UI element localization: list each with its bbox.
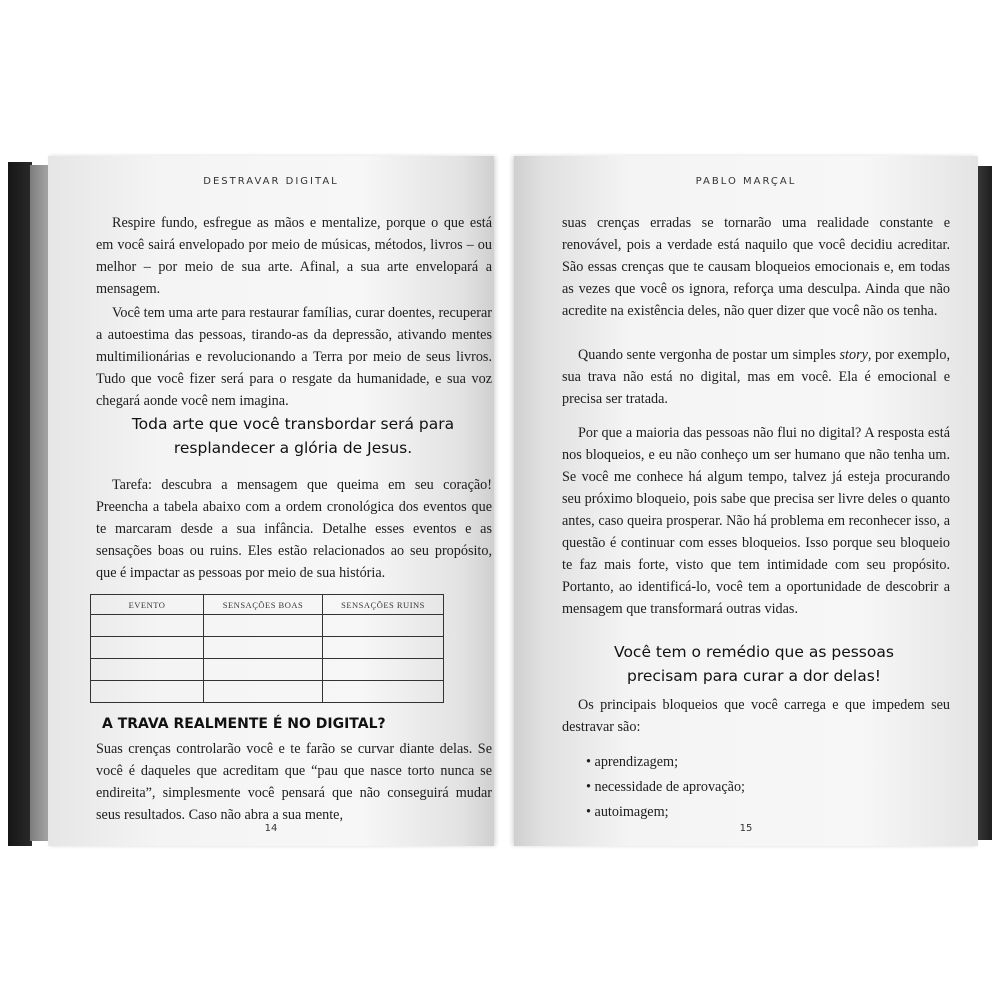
right-paragraph-1: suas crenças erradas se tornarão uma realidade constante e renovável, pois a verdade está naquilo que você decidiu acreditar. São essas crenças que te causam bloqueios emocionais e, em todas as vezes que você os ignora, reforça uma desculpa. Ainda que não acredite na existência deles, não quer dizer que você não os tenha. xyxy=(562,215,950,319)
left-highlight-line-1: Toda arte que você transbordar será para xyxy=(131,415,455,433)
list-item: • autoimagem; xyxy=(586,800,946,825)
table-cell xyxy=(91,637,204,659)
book-page-stack-left xyxy=(30,165,50,841)
table-header-evento: EVENTO xyxy=(91,595,204,615)
book-cover-edge-right xyxy=(976,166,992,840)
left-paragraph-1-block xyxy=(96,212,492,300)
story-paragraph-block xyxy=(562,344,950,410)
table-row xyxy=(91,681,444,703)
table-cell xyxy=(91,659,204,681)
table-cell xyxy=(204,637,323,659)
running-head-right: PABLO MARÇAL xyxy=(695,176,797,187)
right-paragraph-1-block xyxy=(562,212,950,322)
left-subheading: A TRAVA REALMENTE É NO DIGITAL? xyxy=(102,716,386,732)
running-head-left: DESTRAVAR DIGITAL xyxy=(203,176,339,187)
table-cell xyxy=(323,615,444,637)
story-paragraph-after: , por exemplo, sua trava não está no digital, mas em você. Ela é emocional e precisa ser tratada. xyxy=(562,347,950,407)
story-paragraph-before: Quando sente vergonha de postar um simples xyxy=(578,347,840,363)
table-cell xyxy=(91,615,204,637)
left-paragraph-2-block xyxy=(96,302,492,412)
left-highlight-line-2: resplandecer a glória de Jesus. xyxy=(173,439,413,457)
table-cell xyxy=(323,659,444,681)
right-highlight-line-1: Você tem o remédio que as pessoas xyxy=(614,643,894,661)
bullet-list-block xyxy=(586,750,946,825)
table-cell xyxy=(204,659,323,681)
right-highlight-heading xyxy=(544,640,964,688)
table-row xyxy=(91,615,444,637)
left-page xyxy=(48,156,494,846)
closing-paragraph: Suas crenças controlarão você e te farão se curvar diante delas. Se você é daqueles que acreditam que “pau que nasce torto nunca se endireita”, simplesmente você pensará que não conseguirá mudar seus resultados. Caso não abra a sua mente, xyxy=(96,741,492,823)
right-highlight-line-2: precisam para curar a dor delas! xyxy=(626,667,881,685)
story-paragraph-italic: story xyxy=(839,347,868,363)
list-intro: Os principais bloqueios que você carrega e que impedem seu destravar são: xyxy=(562,697,950,735)
table-cell xyxy=(323,637,444,659)
task-paragraph: Tarefa: descubra a mensagem que queima em seu coração! Preencha a tabela abaixo com a ordem cronológica dos eventos que te marcaram desde a sua infância. Detalhe esses eventos e as sensações boas ou ruins. Eles estão relacionados ao seu propósito, que é impactar as pessoas por meio de sua história. xyxy=(96,477,492,581)
table-cell xyxy=(91,681,204,703)
table-header-sensacoes-boas: SENSAÇÕES BOAS xyxy=(204,595,323,615)
page-number-left: 14 xyxy=(264,823,278,834)
events-table xyxy=(90,594,444,703)
left-paragraph-2: Você tem uma arte para restaurar famílias, curar doentes, recuperar a autoestima das pessoas, tirando-as da depressão, ativando mentes multimilionárias e revolucionando a Terra por meio de seus livros. Tudo que você fizer será para o resgate da humanidade, e sua voz chegará aonde você nem imagina. xyxy=(96,305,492,409)
right-paragraph-3-block xyxy=(562,422,950,620)
list-item: • necessidade de aprovação; xyxy=(586,775,946,800)
list-item: • aprendizagem; xyxy=(586,750,946,775)
left-paragraph-1: Respire fundo, esfregue as mãos e mentalize, porque o que está em você sairá envelopado por meio de músicas, métodos, livros – ou melhor – por meio de sua arte. Afinal, a sua arte envelopará a mensagem. xyxy=(96,215,492,297)
table-row xyxy=(91,659,444,681)
closing-paragraph-block xyxy=(96,738,492,826)
table-cell xyxy=(323,681,444,703)
table-header-sensacoes-ruins: SENSAÇÕES RUINS xyxy=(323,595,444,615)
right-page xyxy=(514,156,978,846)
table-row xyxy=(91,637,444,659)
page-number-right: 15 xyxy=(739,823,753,834)
story-paragraph xyxy=(562,344,950,410)
table-cell xyxy=(204,615,323,637)
book-cover-edge-left xyxy=(8,162,32,846)
bullet-list xyxy=(586,750,946,825)
left-highlight-heading xyxy=(78,412,508,460)
table-cell xyxy=(204,681,323,703)
list-intro-block xyxy=(562,694,950,738)
task-paragraph-block xyxy=(96,474,492,584)
right-paragraph-3: Por que a maioria das pessoas não flui no digital? A resposta está nos bloqueios, e eu não conheço um ser humano que não tenha um. Se você me conhece há algum tempo, talvez já esteja procurando seu próximo bloqueio, pois sabe que precisa ser livre deles o quanto antes, caso queira prosperar. Não há problema em reconhecer isso, a questão é continuar com esses bloqueios. Isso porque seu bloqueio te faz mais forte, visto que tem intimidade com seu propósito. Portanto, ao identificá-lo, você tem a oportunidade de descobrir a mensagem que transformará outras vidas. xyxy=(562,425,950,617)
